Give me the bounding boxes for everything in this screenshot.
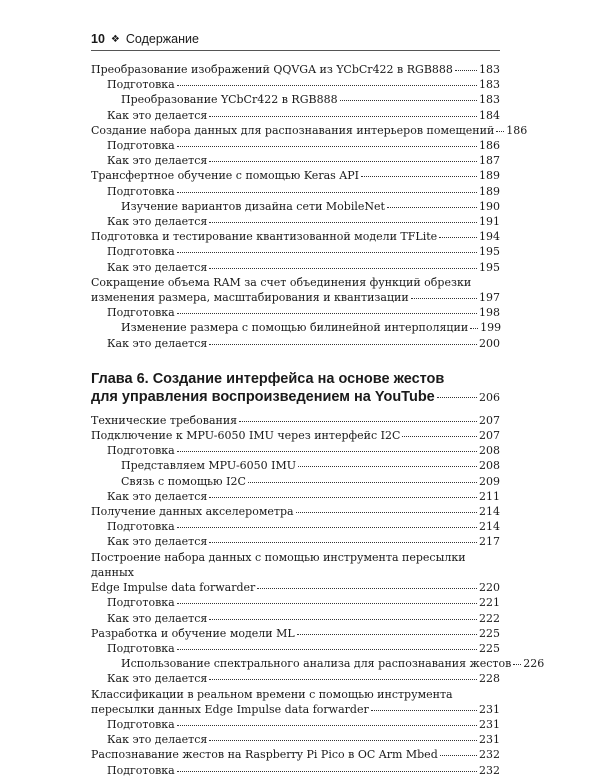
leader-dots (440, 747, 477, 756)
toc-entry-page: 217 (479, 535, 500, 549)
toc-entry[interactable] (91, 320, 500, 335)
toc-entry[interactable] (91, 184, 500, 199)
toc-entry-title: Как это делается (107, 672, 208, 686)
toc-entry[interactable] (91, 611, 500, 626)
toc-entry-title: Как это делается (107, 260, 208, 274)
toc-entry[interactable] (91, 717, 500, 732)
toc-entry-title: Как это делается (107, 154, 208, 168)
toc-entry-title: Подготовка (107, 139, 175, 153)
toc-entry[interactable] (91, 108, 500, 123)
leader-dots (177, 244, 477, 253)
toc-entry[interactable] (91, 214, 500, 229)
toc-entry-title: Как это делается (107, 336, 208, 350)
toc-entry-page: 232 (479, 748, 500, 762)
toc-entry[interactable] (91, 413, 500, 428)
chapter-page: 206 (479, 390, 500, 404)
toc-entry[interactable] (91, 62, 500, 77)
ornament-icon: ❖ (110, 33, 120, 45)
section-title: Содержание (125, 32, 199, 46)
toc-entry-title: Как это делается (107, 108, 208, 122)
toc-entry-page: 214 (479, 505, 500, 519)
toc-entry-title: Как это делается (107, 733, 208, 747)
toc-entry-page: 187 (479, 154, 500, 168)
leader-dots (209, 489, 477, 498)
toc-entry-page: 194 (479, 230, 500, 244)
toc-entry-title: Технические требования (91, 413, 238, 427)
toc-entry-page: 183 (479, 93, 500, 107)
toc-entry-title: Как это делается (107, 489, 208, 503)
toc-entry[interactable] (91, 732, 500, 747)
toc-group-e (91, 717, 500, 778)
leader-dots (177, 641, 477, 650)
toc-entry-page: 214 (479, 520, 500, 534)
toc-entry-title-line2: Edge Impulse data forwarder (91, 581, 256, 595)
leader-dots (298, 458, 477, 467)
leader-dots (209, 260, 477, 269)
toc-entry-title: Подготовка и тестирование квантизованной модели TFLite (91, 230, 438, 244)
leader-dots (340, 92, 477, 101)
toc-entry-title: Подключение к MPU-6050 IMU через интерфейс I2C (91, 429, 401, 443)
leader-dots (411, 290, 477, 299)
toc-entry-title-line1: Сокращение объема RAM за счет объединения функций обрезки (91, 275, 472, 289)
chapter-title-line1: Глава 6. Создание интерфейса на основе жестов (91, 370, 445, 387)
leader-dots (439, 229, 477, 238)
toc-entry-page: 184 (479, 108, 500, 122)
toc-group-c (91, 413, 500, 550)
toc-entry[interactable] (91, 138, 500, 153)
toc-entry[interactable] (91, 458, 500, 473)
toc-group-a (91, 62, 528, 275)
toc-entry-page: 199 (480, 321, 502, 335)
toc-entry[interactable] (91, 244, 500, 259)
toc-entry-title-line2: изменения размера, масштабирования и квантизации (91, 291, 409, 305)
leader-dots (177, 184, 477, 193)
toc-entry-title: Изменение размера с помощью билинейной интерполяции (121, 321, 469, 335)
toc-entry-page: 195 (479, 260, 500, 274)
toc-entry-page: 189 (479, 169, 500, 183)
leader-dots (257, 580, 477, 589)
toc-entry[interactable] (91, 763, 500, 778)
leader-dots (209, 336, 477, 345)
toc-entry-title: Подготовка (107, 641, 175, 655)
toc-entry-title-line2: пересылки данных Edge Impulse data forwarder (91, 702, 369, 716)
toc-entry-title: Подготовка (107, 596, 175, 610)
toc-entry-page: 232 (479, 763, 500, 777)
toc-entry-title: Разработка и обучение модели ML (91, 626, 295, 640)
leader-dots (361, 168, 477, 177)
leader-dots (177, 138, 477, 147)
toc-entry[interactable] (91, 474, 500, 489)
leader-dots (177, 717, 477, 726)
toc-entry-title: Подготовка (107, 444, 175, 458)
toc-entry-title: Подготовка (107, 184, 175, 198)
toc-entry[interactable] (91, 595, 500, 610)
chapter-heading[interactable] (91, 370, 500, 407)
leader-dots (209, 671, 477, 680)
toc-entry-page: 225 (479, 641, 500, 655)
toc-entry-title: Как это делается (107, 535, 208, 549)
toc-entry-page: 231 (479, 717, 500, 731)
toc-entry-page: 197 (479, 291, 500, 305)
toc-entry-title: Представляем MPU-6050 IMU (121, 459, 297, 473)
toc-entry[interactable] (91, 428, 500, 443)
leader-dots (513, 656, 521, 665)
leader-dots (177, 519, 477, 528)
toc-entry-title-line1: Классификации в реальном времени с помощью инструмента (91, 687, 453, 701)
leader-dots (496, 123, 504, 132)
toc-entry-title: Трансфертное обучение с помощью Keras API (91, 169, 359, 183)
toc-entry-title-line1: Построение набора данных с помощью инструмента пересылки данных (91, 550, 466, 579)
toc-entry-title: Преобразование изображений QQVGA из YCbCr422 в RGB888 (91, 63, 453, 76)
toc-entry[interactable] (91, 519, 500, 534)
toc-entry-page: 208 (479, 444, 500, 458)
leader-dots (177, 763, 477, 772)
toc-group-d (91, 595, 545, 686)
toc-entry-page: 222 (479, 611, 500, 625)
page-number: 10 (91, 32, 105, 46)
toc-entry[interactable] (91, 168, 500, 183)
leader-dots (209, 732, 477, 741)
toc-entry[interactable] (91, 123, 528, 138)
toc-entry-page: 186 (506, 123, 528, 137)
toc-entry-title: Как это делается (107, 611, 208, 625)
toc-entry-title: Связь с помощью I2C (121, 474, 246, 488)
leader-dots (209, 611, 477, 620)
toc-entry-title: Использование спектрального анализа для распознавания жестов (121, 657, 512, 671)
toc-entry-title: Получение данных акселерометра (91, 505, 294, 519)
leader-dots (209, 214, 477, 223)
toc-entry-title: Изучение вариантов дизайна сети MobileNet (121, 199, 385, 213)
toc-entry-page: 208 (479, 459, 500, 473)
toc-entry[interactable] (91, 199, 500, 214)
toc-entry-page: 226 (523, 657, 545, 671)
header-divider (91, 50, 500, 51)
toc-entry[interactable] (91, 443, 500, 458)
toc-entry[interactable] (91, 336, 500, 351)
toc-entry[interactable] (91, 626, 500, 641)
toc-entry-page: 211 (479, 489, 500, 503)
toc-entry[interactable] (91, 534, 500, 549)
toc-entry[interactable] (91, 153, 500, 168)
toc-entry-page: 228 (479, 672, 500, 686)
toc-entry-multiline[interactable] (91, 687, 500, 717)
toc-entry-title: Подготовка (107, 520, 175, 534)
leader-dots (455, 62, 477, 71)
toc-entry[interactable] (91, 92, 500, 107)
toc-entry-page: 209 (479, 474, 500, 488)
toc-entry[interactable] (91, 229, 500, 244)
running-header (91, 32, 500, 46)
toc-entry-page: 186 (479, 139, 500, 153)
toc-entry-page: 200 (479, 336, 500, 350)
toc-group-b (91, 305, 500, 351)
toc-entry-page: 195 (479, 245, 500, 259)
toc-entry-page: 225 (479, 626, 500, 640)
toc-entry-page: 191 (479, 215, 500, 229)
toc-entry[interactable] (91, 77, 500, 92)
leader-dots (296, 504, 477, 513)
toc-entry[interactable] (91, 656, 545, 671)
toc-entry-page: 183 (479, 63, 500, 76)
toc-entry-page: 183 (479, 78, 500, 92)
leader-dots (177, 305, 477, 314)
toc-entry[interactable] (91, 489, 500, 504)
leader-dots (209, 108, 477, 117)
toc-entry-title: Подготовка (107, 306, 175, 320)
leader-dots (209, 153, 477, 162)
toc-entry-multiline[interactable] (91, 550, 500, 596)
toc-entry[interactable] (91, 671, 500, 686)
leader-dots (239, 413, 477, 422)
leader-dots (437, 397, 477, 398)
toc-entry-multiline[interactable] (91, 275, 500, 305)
toc-entry-page: 221 (479, 596, 500, 610)
toc-entry[interactable] (91, 504, 500, 519)
toc-entry[interactable] (91, 305, 500, 320)
toc-entry-page: 189 (479, 184, 500, 198)
table-of-contents (91, 62, 545, 778)
toc-entry-page: 231 (479, 733, 500, 747)
toc-entry-title: Подготовка (107, 717, 175, 731)
toc-entry-title: Подготовка (107, 763, 175, 777)
chapter-title-line2: для управления воспроизведением на YouTube (91, 388, 435, 405)
leader-dots (177, 77, 477, 86)
leader-dots (248, 474, 477, 483)
toc-entry-page: 207 (479, 413, 500, 427)
leader-dots (402, 428, 477, 437)
toc-entry[interactable] (91, 260, 500, 275)
toc-entry-title: Подготовка (107, 78, 175, 92)
toc-entry-title: Создание набора данных для распознавания интерьеров помещений (91, 123, 495, 137)
toc-entry-title: Подготовка (107, 245, 175, 259)
toc-entry-page: 231 (479, 702, 500, 716)
leader-dots (387, 199, 477, 208)
toc-entry-title: Как это делается (107, 215, 208, 229)
leader-dots (297, 626, 477, 635)
leader-dots (177, 595, 477, 604)
toc-entry-title: Распознавание жестов на Raspberry Pi Pico в ОС Arm Mbed (91, 748, 438, 762)
leader-dots (371, 702, 477, 711)
leader-dots (177, 443, 477, 452)
leader-dots (470, 320, 478, 329)
toc-entry-page: 198 (479, 306, 500, 320)
toc-entry-title: Преобразование YCbCr422 в RGB888 (121, 93, 338, 107)
toc-entry-page: 220 (479, 581, 500, 595)
toc-entry-page: 207 (479, 429, 500, 443)
leader-dots (209, 534, 477, 543)
toc-entry-page: 190 (479, 199, 500, 213)
toc-entry[interactable] (91, 641, 500, 656)
